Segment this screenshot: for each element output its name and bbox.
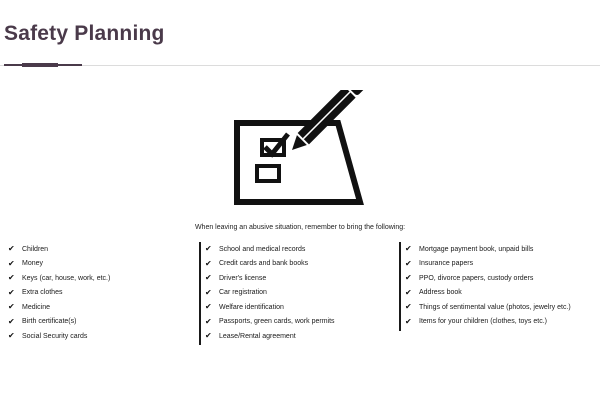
list-item: ✔ Address book (405, 287, 462, 297)
checkmark-icon: ✔ (405, 316, 412, 326)
checkmark-icon: ✔ (405, 302, 412, 312)
list-item: ✔ PPO, divorce papers, custody orders (405, 273, 534, 283)
list-item: ✔ Driver's license (205, 273, 267, 283)
list-item: ✔ Keys (car, house, work, etc.) (8, 273, 111, 283)
list-item: ✔ Social Security cards (8, 331, 88, 341)
checkmark-icon: ✔ (8, 287, 15, 297)
list-item: ✔ Medicine (8, 302, 51, 312)
list-item: ✔ Welfare identification (205, 302, 284, 312)
checklist-column-2 (199, 242, 335, 345)
list-item: ✔ Insurance papers (405, 258, 474, 268)
list-item: ✔ Mortgage payment book, unpaid bills (405, 244, 534, 254)
checkmark-icon: ✔ (405, 244, 412, 254)
checkmark-icon: ✔ (8, 331, 15, 341)
checkmark-icon: ✔ (8, 302, 15, 312)
checkmark-icon: ✔ (405, 287, 412, 297)
list-item: ✔ Birth certificate(s) (8, 316, 77, 326)
checkmark-icon: ✔ (405, 258, 412, 268)
checkmark-icon: ✔ (205, 331, 212, 341)
list-item: ✔ Credit cards and bank books (205, 258, 309, 268)
title-accent-bar (22, 63, 58, 67)
checkmark-icon: ✔ (8, 273, 15, 283)
checkmark-icon: ✔ (8, 258, 15, 268)
intro-text: When leaving an abusive situation, remember to bring the following: (194, 224, 406, 231)
checkmark-icon: ✔ (8, 316, 15, 326)
checklist-column-1 (8, 242, 110, 344)
list-item: ✔ Things of sentimental value (photos, jewelry etc.) (405, 302, 571, 312)
checkmark-icon: ✔ (205, 302, 212, 312)
list-item: ✔ Lease/Rental agreement (205, 331, 296, 341)
checkmark-icon: ✔ (205, 273, 212, 283)
list-item: ✔ Children (8, 244, 49, 254)
list-item: ✔ Passports, green cards, work permits (205, 316, 335, 326)
list-item: ✔ School and medical records (205, 244, 306, 254)
title-divider (0, 65, 600, 66)
checklist-column-3 (399, 242, 571, 331)
checkmark-icon: ✔ (205, 258, 212, 268)
checkmark-icon: ✔ (205, 244, 212, 254)
checkmark-icon: ✔ (205, 287, 212, 297)
checkmark-icon: ✔ (205, 316, 212, 326)
page-title: Safety Planning (4, 22, 165, 45)
list-item: ✔ Items for your children (clothes, toys etc.) (405, 316, 547, 326)
list-item: ✔ Car registration (205, 287, 267, 297)
checklist-pencil-icon (232, 90, 368, 205)
list-item: ✔ Money (8, 258, 44, 268)
list-item: ✔ Extra clothes (8, 287, 63, 297)
checkmark-icon: ✔ (405, 273, 412, 283)
checkmark-icon: ✔ (8, 244, 15, 254)
